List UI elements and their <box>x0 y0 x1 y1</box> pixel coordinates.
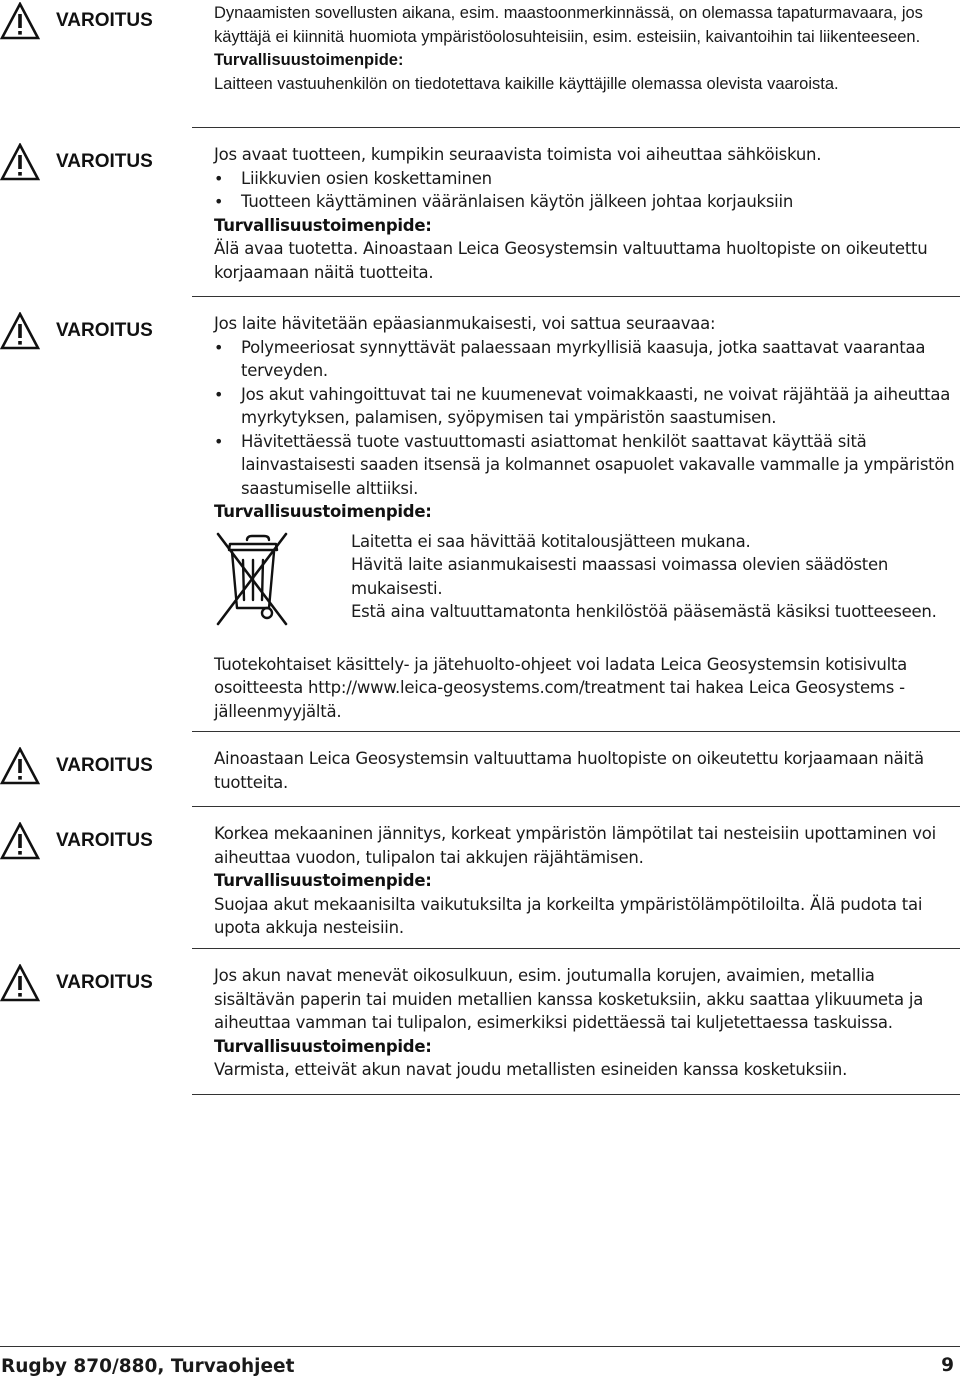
disposal-block <box>214 530 958 653</box>
disposal-instructions <box>351 530 955 624</box>
warning-label <box>0 143 190 183</box>
warning-body <box>214 964 958 1082</box>
warning-label-text: VAROITUS <box>56 972 153 993</box>
warning-body <box>214 312 958 723</box>
warning-label-text: VAROITUS <box>56 10 153 31</box>
warning-body <box>214 2 958 96</box>
warning-label-text: VAROITUS <box>56 320 153 341</box>
list-item: • Tuotteen käyttäminen vääränlaisen käytön jälkeen johtaa korjauksiin <box>214 190 958 214</box>
warning-body <box>214 143 958 284</box>
warning-label <box>0 2 190 42</box>
list-item: • Jos akut vahingoittuvat tai ne kuumenevat voimakkaasti, ne voivat räjähtää ja aiheuttaa myrkytyksen, palamisen, syöpymisen tai ympäristön saastumisen. <box>214 383 958 430</box>
warning-label-text: VAROITUS <box>56 755 153 776</box>
page-number: 9 <box>941 1355 954 1376</box>
safety-heading: Turvallisuustoimenpide: <box>214 502 432 521</box>
safety-heading: Turvallisuustoimenpide: <box>214 51 404 69</box>
warning-body <box>214 822 958 940</box>
disposal-line: Laitetta ei saa hävittää kotitalousjätteen mukana. <box>351 531 751 551</box>
safety-text: Älä avaa tuotetta. Ainoastaan Leica Geosystemsin valtuuttama huoltopiste on oikeutettu korjaamaan näitä tuotteita. <box>214 239 928 282</box>
warning-label <box>0 747 190 787</box>
warning-label <box>0 312 190 352</box>
bullet-list <box>214 336 958 501</box>
warning-label <box>0 964 190 1004</box>
page-footer <box>0 1346 960 1380</box>
safety-heading: Turvallisuustoimenpide: <box>214 871 432 890</box>
divider <box>192 1094 960 1095</box>
list-item: • Polymeeriosat synnyttävät palaessaan myrkyllisiä kaasuja, jotka saattavat vaarantaa terveyden. <box>214 336 958 383</box>
disposal-line: Estä aina valtuuttamatonta henkilöstöä pääsemästä käsiksi tuotteeseen. <box>351 602 937 621</box>
warning-intro: Korkea mekaaninen jännitys, korkeat ympäristön lämpötilat tai nesteisiin upottaminen voi aiheuttaa vuodon, tulipalon tai akkujen räjähtämisen. <box>214 824 936 867</box>
divider <box>192 127 960 128</box>
warning-triangle-icon <box>0 143 40 181</box>
warning-label <box>0 822 190 862</box>
warning-triangle-icon <box>0 2 40 40</box>
crossed-out-wheelie-bin-icon <box>214 530 290 628</box>
warning-label-text: VAROITUS <box>56 151 153 172</box>
treatment-info: Tuotekohtaiset käsittely- ja jätehuolto-ohjeet voi ladata Leica Geosystemsin kotisivulta osoitteesta http://www.leica-geosystems.com/treatment tai hakea Leica Geosystems -jälleenmyyjältä. <box>214 654 908 721</box>
warning-intro: Ainoastaan Leica Geosystemsin valtuuttama huoltopiste on oikeutettu korjaamaan näitä tuotteita. <box>214 749 924 792</box>
warning-intro: Jos avaat tuotteen, kumpikin seuraavista toimista voi aiheuttaa sähköiskun. <box>214 145 822 164</box>
divider <box>192 296 960 297</box>
warning-body <box>214 747 958 794</box>
divider <box>192 948 960 949</box>
divider <box>192 731 960 732</box>
safety-text: Laitteen vastuuhenkilön on tiedotettava kaikille käyttäjille olemassa olevista vaaroista. <box>214 74 839 93</box>
safety-text: Varmista, etteivät akun navat joudu metallisten esineiden kanssa kosketuksiin. <box>214 1060 848 1079</box>
list-item: • Liikkuvien osien koskettaminen <box>214 167 958 191</box>
warning-label-text: VAROITUS <box>56 830 153 851</box>
warning-intro: Dynaamisten sovellusten aikana, esim. maastoonmerkinnässä, on olemassa tapaturmavaara, jos käyttäjä ei kiinnitä huomiota ympäristöolosuhteisiin, esim. esteisiin, kaivantoihin tai liikenteeseen. <box>214 4 923 46</box>
safety-text: Suojaa akut mekaanisilta vaikutuksilta ja korkeilta ympäristölämpötiloilta. Älä pudota tai upota akkuja nesteisiin. <box>214 894 923 937</box>
bullet-list <box>214 167 958 214</box>
document-title: Rugby 870/880, Turvaohjeet <box>1 1356 295 1377</box>
safety-heading: Turvallisuustoimenpide: <box>214 215 432 235</box>
warning-triangle-icon <box>0 747 40 785</box>
divider <box>192 806 960 807</box>
warning-intro: Jos laite hävitetään epäasianmukaisesti, voi sattua seuraavaa: <box>214 314 716 333</box>
warning-triangle-icon <box>0 822 40 860</box>
disposal-line: Hävitä laite asianmukaisesti maassasi voimassa olevien säädösten mukaisesti. <box>351 555 889 598</box>
warning-triangle-icon <box>0 312 40 350</box>
warning-intro: Jos akun navat menevät oikosulkuun, esim. joutumalla korujen, avaimien, metallia sisältävän paperin tai muiden metallien kanssa kosketuksiin, akku saattaa ylikuumeta ja aiheuttaa vamman tai tulipalon, esimerkiksi pidettäessä tai kuljetettaessa taskuissa. <box>214 966 924 1032</box>
warning-triangle-icon <box>0 964 40 1002</box>
safety-heading: Turvallisuustoimenpide: <box>214 1036 432 1056</box>
list-item: • Hävitettäessä tuote vastuuttomasti asiattomat henkilöt saattavat käyttää sitä lainvastaisesti saaden itsensä ja kolmannet osapuolet vakavalle vammalle ja ympäristön saastumiselle alttiiksi. <box>214 430 958 501</box>
